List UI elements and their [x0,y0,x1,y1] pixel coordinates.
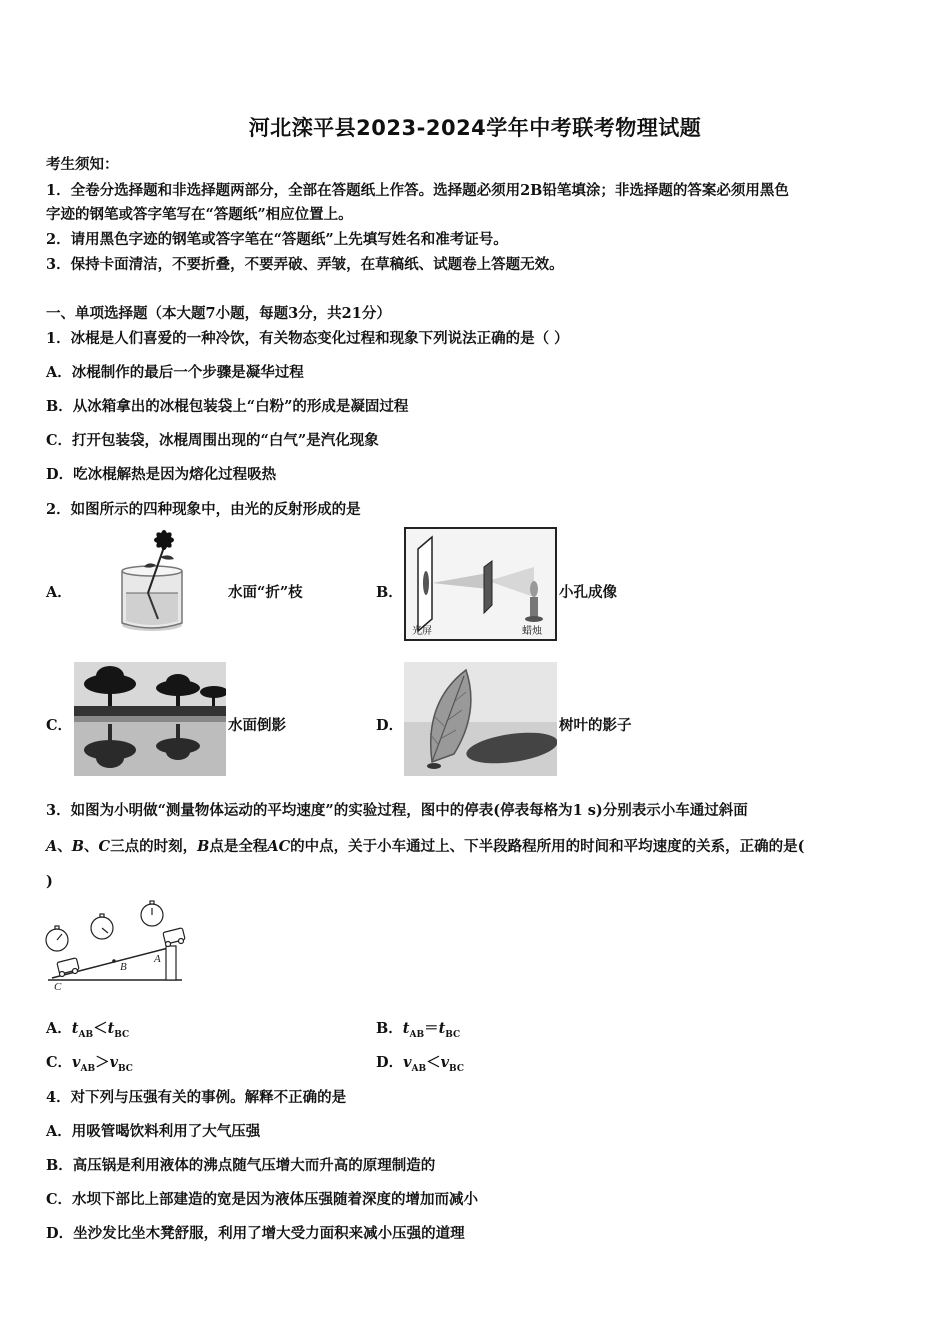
leaf-shadow-image [404,662,557,776]
q3-stem-line1: 3．如图为小明做“测量物体运动的平均速度”的实验过程，图中的停表(停表每格为1 s)分别表示小车通过斜面 [46,802,748,819]
q3-option-b: B．$t_{AB}=t_{BC}$ [376,1020,461,1040]
q1-option-c: C．打开包装袋，冰棍周围出现的“白气”是汽化现象 [46,432,379,449]
q4-option-a: A．用吸管喝饮料利用了大气压强 [46,1123,261,1140]
candle-label: 蜡烛 [522,626,542,637]
section-heading: 一、单项选择题（本大题7小题，每题3分，共21分） [46,305,391,322]
q3-stem-line3: ) [46,873,53,890]
q4-option-b: B．高压锅是利用液体的沸点随气压增大而升高的原理制造的 [46,1157,436,1174]
q1-option-d: D．吃冰棍解热是因为熔化过程吸热 [46,466,277,483]
q3-option-a: A．$t_{AB}<t_{BC}$ [46,1020,130,1040]
incline-stopwatch-diagram [42,900,187,992]
notice-item1-line1: 1．全卷分选择题和非选择题两部分，全部在答题纸上作答。选择题必须用2B铅笔填涂；非选择题的答案必须用黑色 [46,182,789,199]
q1-option-a: A．冰棍制作的最后一个步骤是凝华过程 [46,364,304,381]
pinhole-camera-image [404,527,557,641]
point-c-label: C [54,981,62,992]
q1-option-b: B．从冰箱拿出的冰棍包装袋上“白粉”的形成是凝固过程 [46,398,409,415]
notice-heading: 考生须知： [46,156,119,173]
q2-option-a-caption: 水面“折”枝 [228,584,303,601]
q3-option-d: D．$v_{AB}<v_{BC}$ [376,1054,464,1074]
q4-option-d: D．坐沙发比坐木凳舒服，利用了增大受力面积来减小压强的道理 [46,1225,465,1242]
point-a-label: A [154,953,161,965]
q2-option-b-label: B． [376,584,403,601]
q4-stem: 4．对下列与压强有关的事例。解释不正确的是 [46,1089,347,1106]
notice-item2: 2．请用黑色字迹的钢笔或答字笔在“答题纸”上先填写姓名和准考证号。 [46,231,508,248]
bent-stem-image [104,527,224,637]
point-b-label: B [120,961,127,973]
water-reflection-image [74,662,226,776]
q2-option-b-caption: 小孔成像 [559,584,617,601]
q2-option-d-label: D． [376,717,404,734]
q2-stem: 2．如图所示的四种现象中，由光的反射形成的是 [46,501,361,518]
q3-stem-line2: A、B、C三点的时刻，B点是全程AC的中点，关于小车通过上、下半段路程所用的时间和平均速度的关系，正确的是( [46,838,805,855]
notice-item3: 3．保持卡面清洁，不要折叠，不要弄破、弄皱，在草稿纸、试题卷上答题无效。 [46,256,564,273]
q2-option-a-label: A． [46,584,72,601]
exam-title: 河北滦平县2023-2024学年中考联考物理试题 [248,116,702,140]
notice-item1-line2: 字迹的钢笔或答字笔写在“答题纸”相应位置上。 [46,206,353,223]
q2-option-c-label: C． [46,717,73,734]
q4-option-c: C．水坝下部比上部建造的宽是因为液体压强随着深度的增加而减小 [46,1191,479,1208]
q2-option-c-caption: 水面倒影 [228,717,286,734]
screen-label: 光屏 [412,626,432,637]
q2-option-d-caption: 树叶的影子 [559,717,632,734]
q1-stem: 1．冰棍是人们喜爱的一种冷饮，有关物态变化过程和现象下列说法正确的是（ ） [46,330,569,347]
q3-option-c: C．$v_{AB}>v_{BC}$ [46,1054,133,1074]
